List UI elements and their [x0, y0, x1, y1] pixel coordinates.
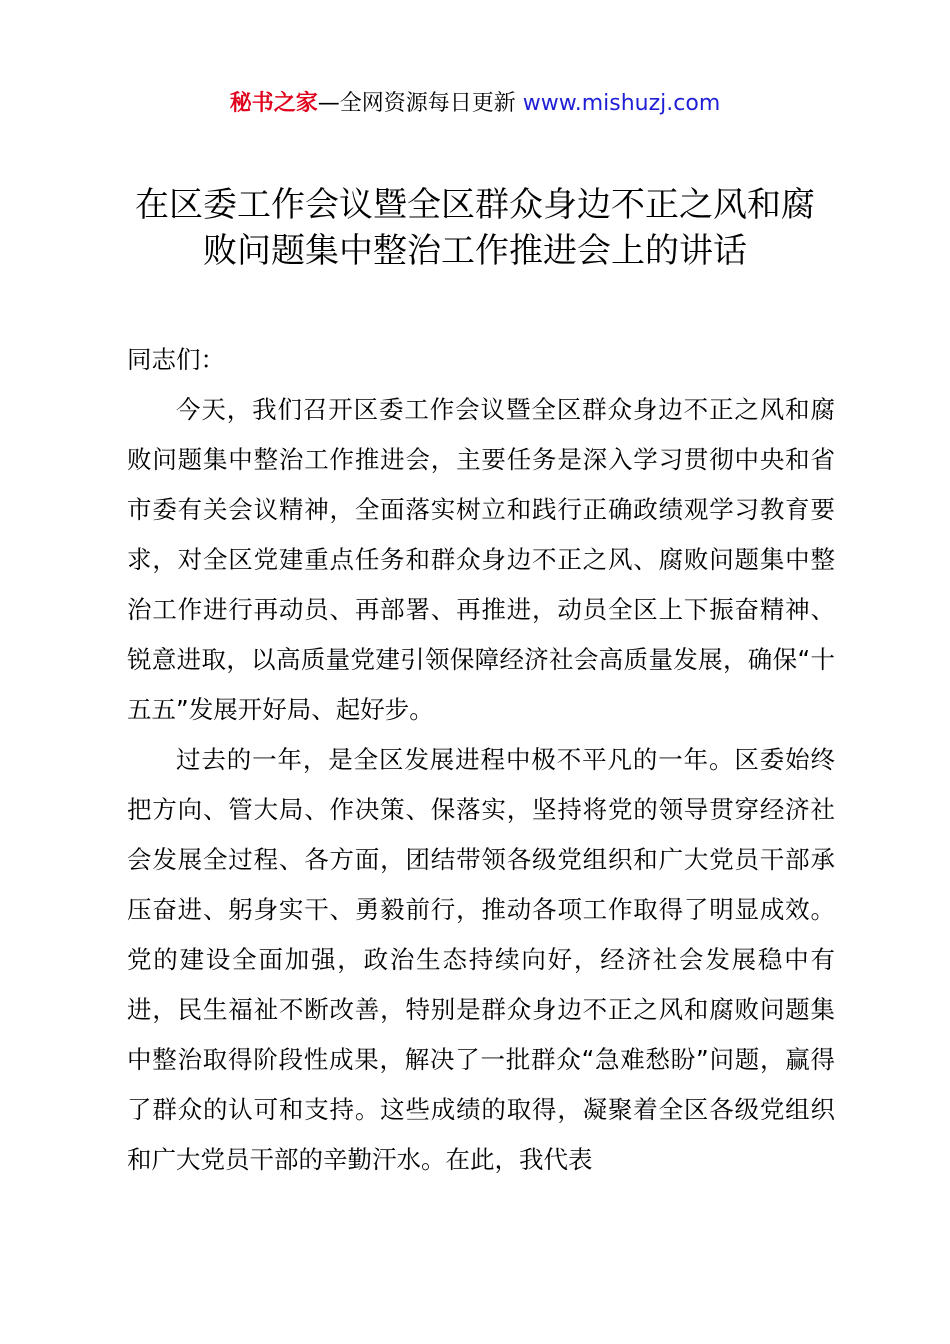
paragraph-2: 过去的一年，是全区发展进程中极不平凡的一年。区委始终把方向、管大局、作决策、保落实，坚持将党的领导贯穿经济社会发展全过程、各方面，团结带领各级党组织和广大党员干部承压奋进、躬身实干、勇毅前行，推动各项工作取得了明显成效。党的建设全面加强，政治生态持续向好，经济社会发展稳中有进，民生福祉不断改善，特别是群众身边不正之风和腐败问题集中整治取得阶段性成果，解决了一批群众“急难愁盼”问题，赢得了群众的认可和支持。这些成绩的取得，凝聚着全区各级党组织和广大党员干部的辛勤汗水。在此，我代表 — [127, 745, 835, 1174]
title-line-2: 败问题集中整治工作推进会上的讲话 — [203, 231, 747, 271]
document-title — [100, 182, 850, 274]
site-header — [0, 88, 950, 120]
title-line-1: 在区委工作会议暨全区群众身边不正之风和腐 — [135, 185, 815, 225]
document-body — [127, 335, 835, 1185]
header-slogan: —全网资源每日更新 — [317, 91, 516, 116]
brand-name: 秘书之家 — [229, 91, 318, 116]
paragraph-1: 今天，我们召开区委工作会议暨全区群众身边不正之风和腐败问题集中整治工作推进会，主要任务是深入学习贯彻中央和省市委有关会议精神，全面落实树立和践行正确政绩观学习教育要求，对全区党建重点任务和群众身边不正之风、腐败问题集中整治工作进行再动员、再部署、再推进，动员全区上下振奋精神、锐意进取，以高质量党建引领保障经济社会高质量发展，确保“十五五”发展开好局、起好步。 — [127, 395, 835, 724]
salutation: 同志们： — [127, 345, 225, 374]
site-url[interactable]: www.mishuzj.com — [522, 91, 721, 116]
